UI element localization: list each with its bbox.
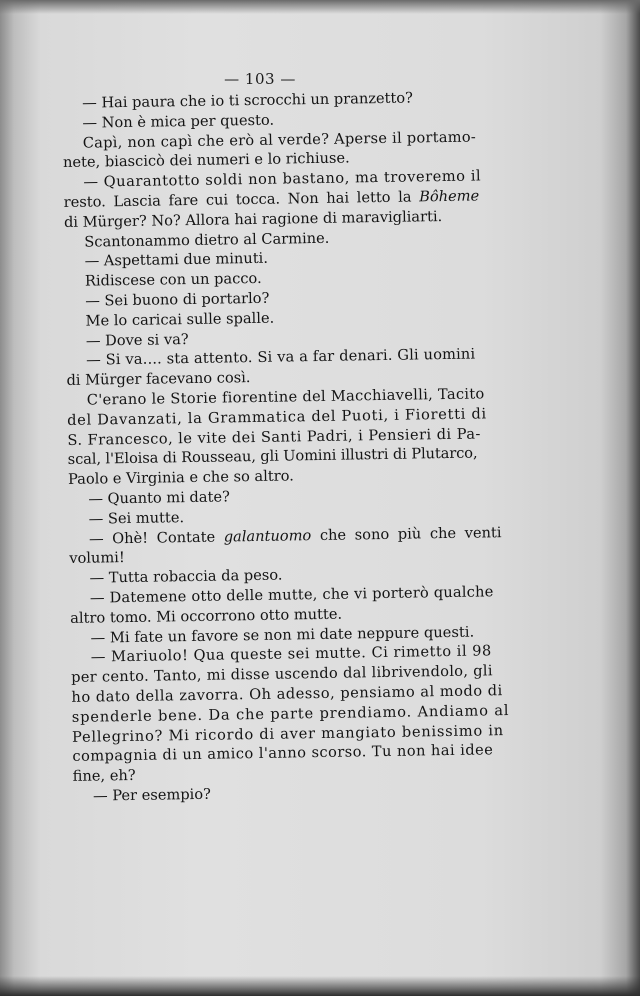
italic-title: Bôheme xyxy=(419,187,480,206)
body-text xyxy=(62,87,543,807)
text-line: Scantonammo dietro al Carmine. xyxy=(84,229,330,251)
text-line: — Tutta robaccia da peso. xyxy=(89,566,283,587)
text-line: — Mi fate un favore se non mi date neppure questi. xyxy=(90,623,475,647)
text-line: — Si va.... sta attento. Si va a far denari. Gli uomini xyxy=(86,345,476,370)
text-line: — Quanto mi date? xyxy=(88,488,230,508)
text-segment: che sono più che venti xyxy=(319,523,502,544)
text-line: — Mariuolo! Qua queste sei mutte. Ci rimetto il 98 xyxy=(90,642,492,666)
italic-word: galantuomo xyxy=(223,526,312,546)
text-line: — Dove si va? xyxy=(85,330,189,350)
text-line: — Hai paura che io ti scrocchi un pranzetto? xyxy=(82,89,414,112)
text-line: Me lo caricai sulle spalle. xyxy=(85,309,275,330)
text-line: Pellegrino? Mi ricordo di aver mangiato benissimo in xyxy=(71,721,504,746)
page-number: — 103 — xyxy=(224,70,296,88)
text-line: nete, biascicò dei numeri e lo richiuse. xyxy=(62,149,350,172)
text-line: — Non è mica per questo. xyxy=(82,111,275,132)
text-line: — Quarantotto soldi non bastano, ma troveremo il xyxy=(83,167,482,191)
text-line: del Davanzati, la Grammatica del Puoti, i Fioretti di xyxy=(66,405,487,429)
text-line: — Sei buono di portarlo? xyxy=(85,289,270,310)
text-line: — Aspettami due minuti. xyxy=(84,250,269,271)
text-line: C'erano le Storie fiorentine del Macchiavelli, Tacito xyxy=(86,385,485,409)
text-line: — Per esempio? xyxy=(92,785,212,805)
text-line: — Sei mutte. xyxy=(88,508,185,528)
text-line: di Mürger? No? Allora hai ragione di maravigliarti. xyxy=(63,207,443,231)
text-line: Capì, non capì che erò al verde? Aperse il portamo- xyxy=(82,128,477,152)
text-line: S. Francesco, le vite dei Santi Padri, i Pensieri di Pa- xyxy=(67,425,481,449)
text-line: spenderle bene. Da che parte prendiamo. Andiamo al xyxy=(71,701,510,726)
text-line: fine, eh? xyxy=(72,767,136,786)
text-line: per cento. Tanto, mi disse uscendo dal librivendolo, gli xyxy=(71,662,493,687)
text-line: ho dato della zavorra. Oh adesso, pensiamo al modo di xyxy=(71,682,503,706)
text-line: Ridiscese con un pacco. xyxy=(84,270,262,290)
text-line: Paolo e Virginia e che so altro. xyxy=(67,467,294,489)
text-line: di Mürger facevano così. xyxy=(66,369,251,390)
text-line: scal, l'Eloisa di Rousseau, gli Uomini illustri di Plutarco, xyxy=(67,444,478,469)
text-line: altro tomo. Mi occorrono otto mutte. xyxy=(70,605,343,627)
text-line: — Datemene otto delle mutte, che vi porterò qualche xyxy=(89,583,494,607)
text-line: volumi! xyxy=(69,549,125,568)
text-segment: — Ohè! Contate xyxy=(88,528,216,548)
text-segment: resto. Lascia fare cui tocca. Non hai letto la xyxy=(63,188,412,211)
text-line: compagnia di un amico l'anno scorso. Tu non hai idee xyxy=(72,741,494,766)
